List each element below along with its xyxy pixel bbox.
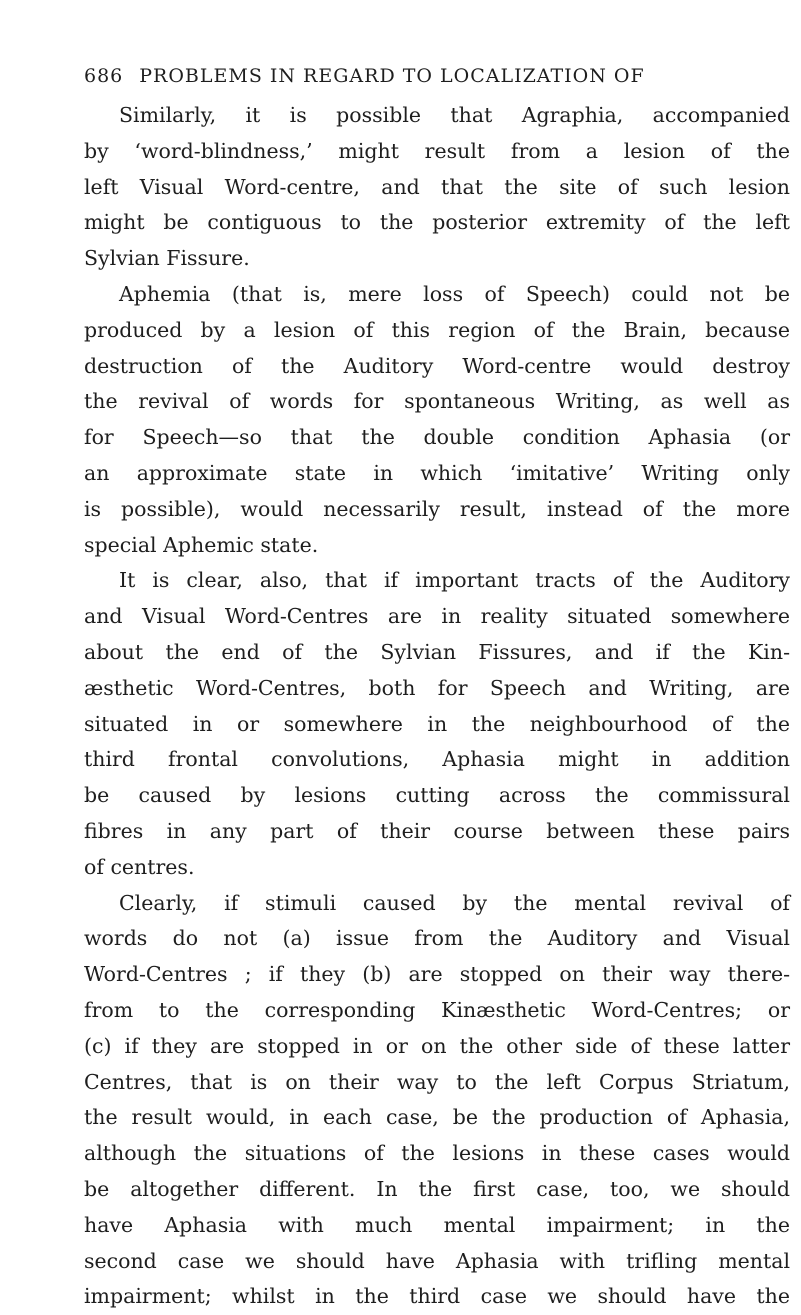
text-line: although the situations of the lesions in these cases would [84, 1141, 790, 1166]
running-head [84, 62, 784, 90]
text-line: special Aphemic state. [84, 532, 319, 557]
text-line: about the end of the Sylvian Fissures, and if the Kin- [84, 639, 790, 664]
text-line: Sylvian Fissure. [84, 246, 250, 271]
text-line: situated in or somewhere in the neighbourhood of the [84, 711, 790, 736]
text-line: the revival of words for spontaneous Writing, as well as [84, 389, 790, 414]
text-line: for Speech—so that the double condition Aphasia (or [84, 425, 790, 450]
text-line: be caused by lesions cutting across the commissural [84, 783, 790, 808]
page-number: 686 [84, 65, 124, 87]
text-line: Word-Centres ; if they (b) are stopped on their way there- [84, 962, 790, 987]
text-line: by ‘word-blindness,’ might result from a lesion of the [84, 138, 790, 163]
text-line: be altogether different. In the first case, too, we should [84, 1176, 790, 1201]
text-line: fibres in any part of their course between these pairs [84, 818, 790, 843]
text-line: might be contiguous to the posterior extremity of the left [84, 210, 790, 235]
text-line: (c) if they are stopped in or on the other side of these latter [84, 1033, 790, 1058]
text-line: of centres. [84, 854, 195, 879]
text-line: second case we should have Aphasia with trifling mental [84, 1248, 790, 1273]
text-line: æsthetic Word-Centres, both for Speech and Writing, are [84, 675, 790, 700]
text-line: an approximate state in which ‘imitative’ Writing only [84, 460, 790, 485]
text-line: impairment; whilst in the third case we should have the [84, 1284, 790, 1309]
text-line: It is clear, also, that if important tracts of the Auditory [119, 568, 790, 593]
text-line: produced by a lesion of this region of the Brain, because [84, 317, 790, 342]
text-line: Clearly, if stimuli caused by the mental revival of [119, 890, 790, 915]
text-line: and Visual Word-Centres are in reality situated somewhere [84, 604, 790, 629]
text-line: have Aphasia with much mental impairment; in the [84, 1212, 790, 1237]
text-line: from to the corresponding Kinæsthetic Word-Centres; or [84, 997, 790, 1022]
text-line: Centres, that is on their way to the left Corpus Striatum, [84, 1069, 790, 1094]
text-line: Similarly, it is possible that Agraphia, accompanied [119, 103, 790, 127]
text-line: third frontal convolutions, Aphasia might in addition [84, 747, 790, 772]
running-title: PROBLEMS IN REGARD TO LOCALIZATION OF [139, 65, 645, 87]
text-line: words do not (a) issue from the Auditory and Visual [84, 926, 790, 951]
text-line: the result would, in each case, be the production of Aphasia, [84, 1105, 790, 1130]
body-text [84, 98, 790, 1315]
text-line: Aphemia (that is, mere loss of Speech) could not be [119, 281, 790, 306]
text-line: destruction of the Auditory Word-centre would destroy [84, 353, 790, 378]
text-line: is possible), would necessarily result, instead of the more [84, 496, 790, 521]
text-line: left Visual Word-centre, and that the site of such lesion [84, 174, 790, 199]
